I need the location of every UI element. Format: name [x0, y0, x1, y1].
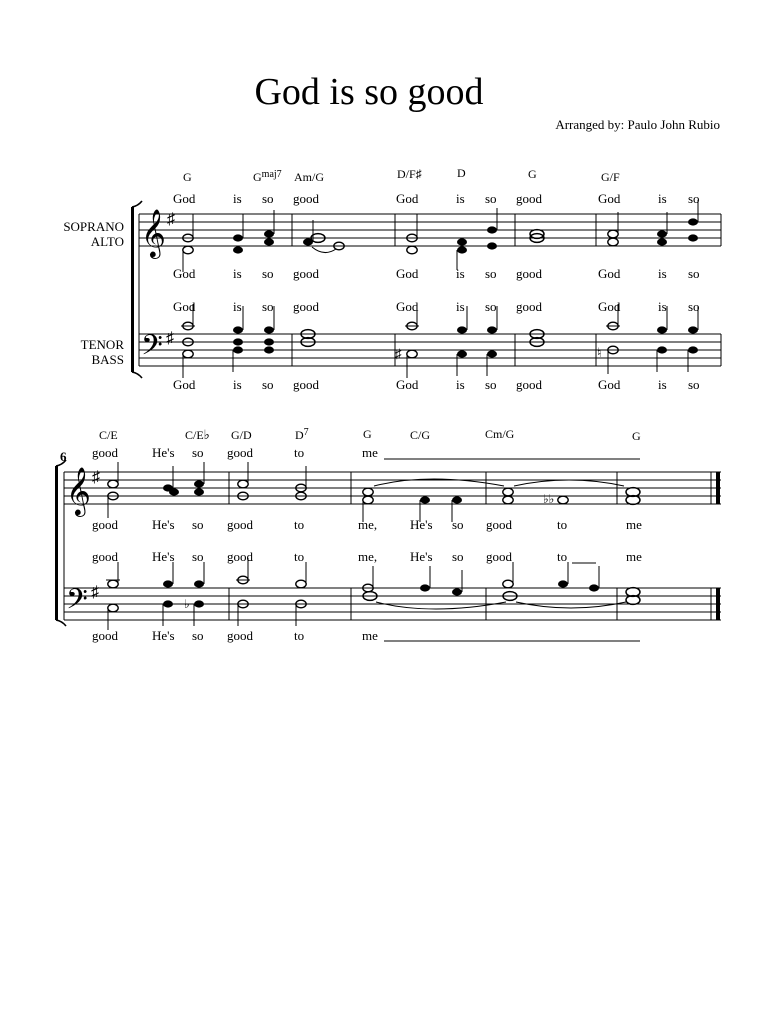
note: [108, 480, 118, 488]
sharp-key-icon: ♯: [166, 330, 174, 347]
note: [163, 600, 173, 607]
lyric: good: [486, 549, 512, 564]
flat-icon: ♭: [184, 597, 190, 611]
note: [264, 346, 274, 353]
note: [503, 488, 513, 496]
lyric: good: [516, 266, 542, 281]
lyric: me: [626, 517, 642, 532]
lyric: so: [262, 377, 274, 392]
lyric: He's: [152, 445, 175, 460]
lyric: good: [293, 377, 319, 392]
lyric: to: [557, 517, 568, 532]
sharp-key-icon: ♯: [91, 584, 99, 601]
page-title: God is so good: [254, 71, 484, 113]
lyric: is: [658, 191, 667, 206]
lyric: good: [92, 517, 118, 532]
lyric: to: [294, 445, 305, 460]
lyric: so: [192, 517, 204, 532]
lyric: He's: [152, 517, 175, 532]
chord-symbols-2: [99, 427, 641, 443]
chord-symbol: G/D: [231, 428, 252, 442]
lyric: good: [92, 445, 118, 460]
natural-icon: ♮: [597, 345, 602, 360]
note: [457, 246, 467, 253]
sharp-key-icon: ♯: [92, 469, 100, 486]
note: [657, 230, 667, 237]
lyrics-tenor-2: [92, 549, 642, 564]
lyric: is: [658, 377, 667, 392]
chord-symbol: [253, 169, 282, 184]
lyric: good: [227, 445, 253, 460]
lyric: so: [452, 517, 464, 532]
lyric: good: [227, 628, 253, 643]
barlines-2: [64, 472, 711, 620]
lyric: so: [485, 299, 497, 314]
note: [688, 346, 698, 353]
note: [487, 226, 497, 233]
note: [487, 326, 497, 333]
lyrics-soprano-1: [173, 191, 700, 206]
chord-symbol: G: [632, 429, 641, 443]
lyric: me: [626, 549, 642, 564]
lyric: good: [516, 191, 542, 206]
lyric: so: [485, 377, 497, 392]
bass-clef-icon: 𝄢: [141, 331, 163, 368]
note: [457, 238, 467, 245]
note: [296, 580, 306, 588]
note: [688, 218, 698, 225]
note: [503, 496, 513, 504]
lyric: so: [485, 266, 497, 281]
lyric: God: [173, 299, 196, 314]
note: [233, 326, 243, 333]
treble-clef-icon: 𝄞: [66, 469, 91, 515]
note: [264, 326, 274, 333]
part-labels-1: [63, 219, 124, 367]
lyric: good: [516, 377, 542, 392]
note: [657, 346, 667, 353]
lyric: good: [92, 628, 118, 643]
note: [264, 338, 274, 345]
lyric: is: [233, 377, 242, 392]
note: [163, 580, 173, 587]
flat-sign: ♭: [203, 427, 210, 442]
treble-staff-1: [139, 214, 721, 246]
lyric: to: [294, 549, 305, 564]
lyric: to: [294, 517, 305, 532]
chord-symbol: Cm/G: [485, 427, 515, 441]
part-label-soprano: SOPRANO: [63, 219, 124, 234]
lyric: me: [362, 628, 378, 643]
note: [233, 234, 243, 241]
note: [657, 238, 667, 245]
note: [407, 350, 417, 358]
tie: [514, 480, 624, 486]
note: [183, 350, 193, 358]
note: [108, 604, 118, 612]
lyric: so: [262, 191, 274, 206]
lyric: so: [688, 266, 700, 281]
note: [457, 350, 467, 357]
system-2: [55, 427, 721, 643]
lyric: so: [485, 191, 497, 206]
lyrics-bass-1: [173, 377, 700, 392]
lyric: is: [233, 299, 242, 314]
lyric: is: [233, 191, 242, 206]
lyric: is: [456, 377, 465, 392]
note: [688, 326, 698, 333]
lyric: He's: [152, 549, 175, 564]
lyrics-bass-2: [92, 628, 640, 643]
note: [407, 246, 417, 254]
lyric: God: [396, 191, 419, 206]
lyric: so: [262, 299, 274, 314]
note: [608, 230, 618, 238]
lyric: good: [293, 299, 319, 314]
sharp-icon: ♯: [395, 346, 402, 361]
chord-symbol: C/G: [410, 428, 431, 442]
note: [264, 230, 274, 237]
tie: [516, 602, 626, 608]
sharp-key-icon: ♯: [167, 211, 175, 228]
chord-symbol: D/F♯: [397, 167, 422, 181]
bass-staff-1: [139, 334, 721, 366]
lyric: me: [362, 445, 378, 460]
note: [363, 488, 373, 496]
chord-quality: maj7: [261, 169, 282, 180]
lyric: is: [658, 266, 667, 281]
lyric: so: [688, 191, 700, 206]
lyric: God: [598, 266, 621, 281]
chord-symbols-1: [183, 166, 620, 184]
lyric: is: [456, 191, 465, 206]
part-label-alto: ALTO: [90, 234, 124, 249]
chord-symbol: Am/G: [294, 170, 324, 184]
note: [264, 238, 274, 245]
lyric: so: [688, 299, 700, 314]
lyric: is: [233, 266, 242, 281]
note: [558, 496, 568, 504]
lyric: so: [688, 377, 700, 392]
lyric: good: [516, 299, 542, 314]
chord-quality: 7: [303, 427, 309, 438]
note: [420, 496, 430, 503]
lyric: good: [92, 549, 118, 564]
lyric: good: [486, 517, 512, 532]
note: [487, 350, 497, 357]
lyric: God: [396, 266, 419, 281]
chord-symbol: G: [183, 170, 192, 184]
lyric: good: [293, 191, 319, 206]
treble-staff-2: [64, 472, 721, 504]
lyric: good: [227, 517, 253, 532]
lyric: God: [598, 299, 621, 314]
tie: [312, 247, 336, 253]
lyric: God: [396, 377, 419, 392]
measure-number: 6: [60, 449, 67, 464]
note: [452, 588, 462, 595]
treble-clef-icon: 𝄞: [141, 211, 166, 257]
system-1: [63, 166, 721, 392]
note: [420, 584, 430, 591]
lyrics-alto-1: [173, 266, 700, 281]
flat-icon: ♭♭: [543, 492, 555, 506]
lyric: so: [192, 549, 204, 564]
lyric: God: [598, 377, 621, 392]
lyric: God: [396, 299, 419, 314]
note: [169, 488, 179, 495]
note: [233, 346, 243, 353]
bass-notes-2: [106, 558, 640, 630]
barlines-1: [139, 214, 721, 366]
lyric: God: [173, 266, 196, 281]
lyric: to: [294, 628, 305, 643]
note: [183, 246, 193, 254]
lyric: God: [173, 377, 196, 392]
note: [194, 600, 204, 607]
note: [558, 580, 568, 587]
note: [457, 326, 467, 333]
final-barline: [716, 472, 720, 620]
chord-symbol: D: [457, 166, 466, 180]
note: [233, 338, 243, 345]
bass-notes-1: [181, 304, 698, 378]
chord-symbol: G: [363, 427, 372, 441]
note: [487, 242, 497, 249]
note: [363, 496, 373, 504]
note: [688, 234, 698, 241]
part-label-bass: BASS: [91, 352, 124, 367]
note: [589, 584, 599, 591]
lyrics-alto-2: [92, 517, 642, 532]
lyric: so: [452, 549, 464, 564]
note: [194, 580, 204, 587]
lyric: God: [598, 191, 621, 206]
lyric: so: [192, 628, 204, 643]
note: [194, 480, 204, 487]
note: [657, 326, 667, 333]
lyric: He's: [410, 517, 433, 532]
lyric: He's: [152, 628, 175, 643]
lyric: He's: [410, 549, 433, 564]
chord-symbol: C/E♭: [185, 427, 210, 442]
chord-root: G: [253, 170, 262, 184]
note: [608, 238, 618, 246]
lyric: me,: [358, 549, 378, 564]
arranger-credit: Arranged by: Paulo John Rubio: [555, 117, 720, 132]
note: [194, 488, 204, 495]
note: [503, 580, 513, 588]
chord-symbol: C/E: [99, 428, 118, 442]
chord-root: D: [295, 428, 304, 442]
lyrics-soprano-2: [92, 445, 640, 460]
lyric: so: [192, 445, 204, 460]
chord-symbol: G: [528, 167, 537, 181]
lyric: good: [293, 266, 319, 281]
lyric: is: [456, 266, 465, 281]
treble-notes-2: [108, 462, 640, 522]
note: [233, 246, 243, 253]
part-label-tenor: TENOR: [80, 337, 124, 352]
lyric: is: [658, 299, 667, 314]
chord-symbol: [295, 427, 309, 442]
treble-notes-1: [183, 200, 698, 272]
note: [108, 580, 118, 588]
lyric: good: [227, 549, 253, 564]
lyric: God: [173, 191, 196, 206]
lyric: is: [456, 299, 465, 314]
note: [238, 480, 248, 488]
lyrics-tenor-1: [173, 299, 700, 314]
bass-clef-icon: 𝄢: [66, 585, 88, 622]
lyric: me,: [358, 517, 378, 532]
lyric: to: [557, 549, 568, 564]
note: [452, 496, 462, 503]
lyric: so: [262, 266, 274, 281]
chord-symbol: G/F: [601, 170, 620, 184]
